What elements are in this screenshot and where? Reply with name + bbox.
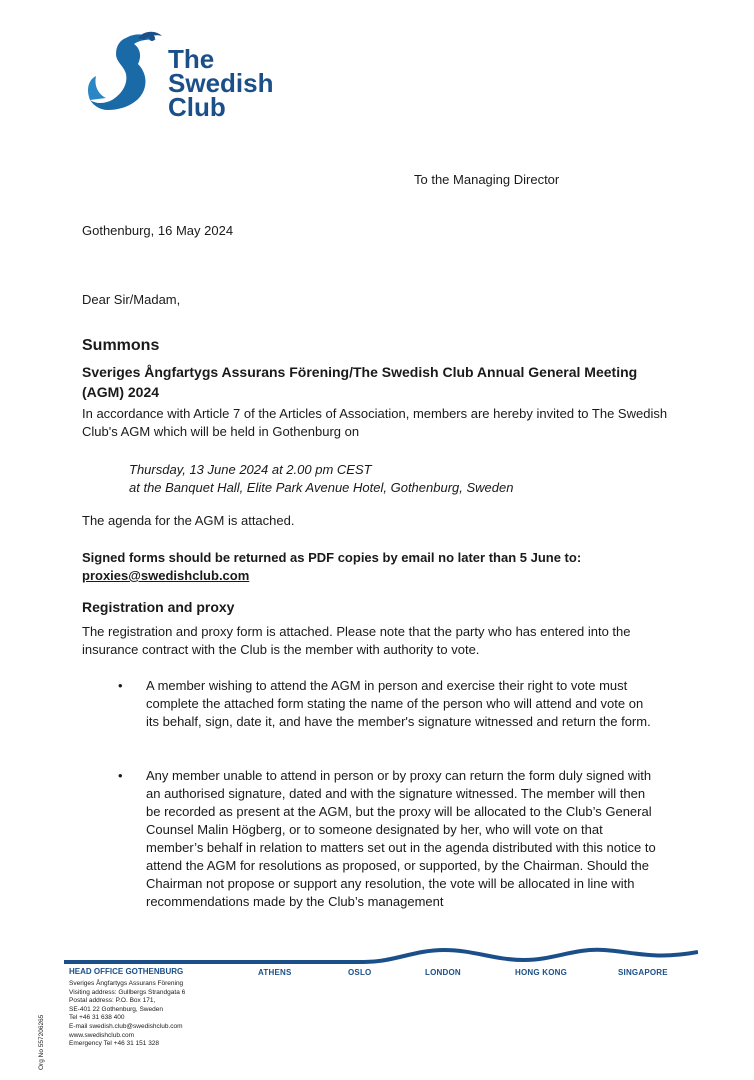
bullet-symbol: • (118, 768, 123, 783)
head-office-details (69, 980, 185, 1049)
bullet-item-proxy: Any member unable to attend in person or by proxy can return the form duly signed with an authorised signature, dated and with the signature witnessed. The member will then be recorded as present at the AGM, but the proxy will be allocated to the Club’s General Counsel Malin Högberg, or to someone designated by her, who will vote on that member’s behalf in relation to matters set out in the agenda distributed with this notice to attend the AGM for resolutions as proposed, or supported, by the Chairman. Should the Chairman not propose or support any resolution, the vote will be allocated in line with recommendations made by the Club’s management (146, 768, 656, 909)
recipient-line: To the Managing Director (414, 172, 560, 187)
footer-line: Visiting address: Gullbergs Strandgata 6 (69, 988, 186, 996)
meeting-where: at the Banquet Hall, Elite Park Avenue Hotel, Gothenburg, Sweden (129, 480, 514, 495)
intro-paragraph: In accordance with Article 7 of the Articles of Association, members are hereby invited to The Swedish Club's AGM which will be held in Gothenburg on (82, 406, 668, 439)
footer-website[interactable]: www.swedishclub.com (69, 1031, 135, 1039)
proxy-email-link[interactable]: proxies@swedishclub.com (82, 568, 250, 583)
registration-heading: Registration and proxy (82, 599, 235, 615)
logo-word-the: The (168, 44, 215, 74)
office-singapore: SINGAPORE (618, 968, 668, 977)
footer-wave-divider (64, 940, 698, 970)
mermaid-icon (86, 30, 176, 122)
footer-line: Sveriges Ångfartygs Assurans Förening (69, 980, 184, 987)
meeting-details (129, 461, 513, 497)
footer-line: Tel +46 31 638 400 (69, 1014, 125, 1022)
office-athens: ATHENS (258, 968, 292, 977)
footer-line: SE-401 22 Gothenburg, Sweden (69, 1005, 163, 1013)
bullet-item-attend: A member wishing to attend the AGM in person and exercise their right to vote must complete the attached form stating the name of the person who will attend and vote on its behalf, sign, date it, and have the member's signature witnessed and return the form. (146, 678, 651, 729)
return-instruction: Signed forms should be returned as PDF copies by email no later than 5 June to: (82, 550, 582, 565)
footer-line: Emergency Tel +46 31 151 328 (69, 1040, 160, 1048)
org-number: Org No 557206265 (38, 1014, 45, 1070)
date-line: Gothenburg, 16 May 2024 (82, 223, 234, 238)
registration-paragraph: The registration and proxy form is attached. Please note that the party who has entered into the insurance contract with the Club is the member with authority to vote. (82, 624, 631, 657)
footer-line: Postal address: P.O. Box 171, (69, 997, 156, 1005)
head-office-label: HEAD OFFICE GOTHENBURG (69, 967, 184, 976)
bullet-symbol: • (118, 678, 123, 693)
salutation: Dear Sir/Madam, (82, 292, 181, 307)
swedish-club-logo (86, 30, 274, 122)
logo-word-club: Club (168, 92, 226, 122)
footer-email[interactable]: E-mail swedish.club@swedishclub.com (69, 1022, 183, 1030)
agenda-note: The agenda for the AGM is attached. (82, 513, 295, 528)
office-hong-kong: HONG KONG (515, 968, 568, 977)
logo-word-swedish: Swedish (168, 68, 274, 98)
office-london: LONDON (425, 968, 461, 977)
summons-heading: Summons (82, 337, 160, 354)
subject-heading: Sveriges Ångfartygs Assurans Förening/The Swedish Club Annual General Meeting (AGM) 2024 (82, 364, 638, 400)
return-note (82, 549, 682, 585)
meeting-when: Thursday, 13 June 2024 at 2.00 pm CEST (129, 462, 372, 477)
office-oslo: OSLO (348, 968, 372, 977)
